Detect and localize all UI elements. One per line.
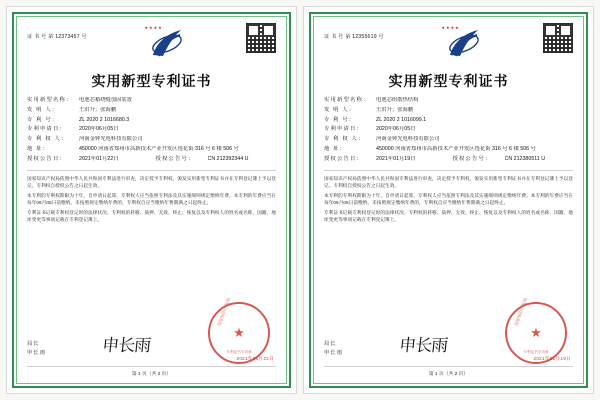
field-row xyxy=(324,97,573,104)
field-row xyxy=(324,136,573,143)
seal-ring-label: 国家知识产权局 xyxy=(216,297,232,327)
legal-paragraph: 本专利的专利权期限为十年，自申请日起算。专利权人应当依照专利法及其实施细则规定缴纳年费。本专利的年费应当在每年06月05日前缴纳。未按照规定缴纳年费的，专利权自应当缴纳年费期满之日起终止。 xyxy=(324,193,573,206)
field-label: 发 明 人： xyxy=(27,106,59,113)
field-label: 专 利 权 人： xyxy=(27,136,68,143)
grant-date-value: 2021年01月22日 xyxy=(79,156,119,163)
certificate-title: 实用新型专利证书 xyxy=(388,75,509,90)
stars-icon: ★★★★ xyxy=(144,25,163,30)
grant-number-value: CN 212392344 U xyxy=(207,156,249,163)
certificate-fields xyxy=(27,97,276,166)
signer-title xyxy=(324,340,343,364)
field-label: 专 利 号： xyxy=(27,116,59,123)
signer-title-line2: 申长雨 xyxy=(27,350,46,356)
section-divider xyxy=(27,170,276,171)
field-value: 450000 河南省郑州市高新技术产业开发区莲花街 316 号 6 楼 506 号 xyxy=(376,145,536,152)
legal-text xyxy=(324,175,573,227)
seal-bottom-text: 专利证书专用章 xyxy=(226,350,252,354)
seal-ring-label: 国家知识产权局 xyxy=(513,297,529,327)
signer-title-line1: 局长 xyxy=(324,341,337,347)
field-value: 2020年06月05日 xyxy=(79,126,119,133)
legal-paragraph: 国家知识产权局依照中华人民共和国专利法进行审查，决定授予专利权，颁发实用新型专利证书并在专利登记簿上予以登记。专利权自授权公告之日起生效。 xyxy=(27,175,276,188)
certificate-left xyxy=(6,6,297,394)
field-row xyxy=(324,117,573,124)
legal-paragraph: 专利证书记载专利权登记时的法律状况。专利权的转移、质押、无效、终止、恢复以及专利权人的姓名或名称、国籍、地址变更等事项记载在专利登记簿上。 xyxy=(324,210,573,223)
field-value: 2020年06月05日 xyxy=(376,126,416,133)
cnipa-logo-icon xyxy=(143,23,189,63)
legal-paragraph: 本专利的专利权期限为十年，自申请日起算。专利权人应当依照专利法及其实施细则规定缴纳年费。本专利的年费应当在每年06月05日前缴纳。未按照规定缴纳年费的，专利权自应当缴纳年费期满之日起终止。 xyxy=(27,193,276,206)
field-value: 王洪升；张海鹏 xyxy=(79,106,117,113)
grant-date-value: 2021年01月19日 xyxy=(376,156,416,163)
seal-star-icon: ★ xyxy=(233,325,245,340)
field-label: 地 址： xyxy=(324,145,347,152)
certificate-right xyxy=(303,6,594,394)
signer-title-line2: 申长雨 xyxy=(324,350,343,356)
field-value: 王洪升；张海鹏 xyxy=(376,106,414,113)
grant-row xyxy=(324,156,573,163)
field-label: 发 明 人： xyxy=(324,106,356,113)
qr-code xyxy=(543,23,573,53)
grant-number-label: 授权公告号： xyxy=(452,156,492,163)
field-label: 实用新型名称： xyxy=(324,97,370,103)
legal-text xyxy=(27,175,276,227)
field-label: 地 址： xyxy=(27,145,50,152)
field-value: 电池芯组散热结构 xyxy=(376,97,419,103)
handwritten-signature: 申长雨 xyxy=(398,336,449,355)
legal-paragraph: 专利证书记载专利权登记时的法律状况。专利权的转移、质押、无效、终止、恢复以及专利权人的姓名或名称、国籍、地址变更等事项记载在专利登记簿上。 xyxy=(27,210,276,223)
legal-paragraph: 国家知识产权局依照中华人民共和国专利法进行审查，决定授予专利权，颁发实用新型专利证书并在专利登记簿上予以登记。专利权自授权公告之日起生效。 xyxy=(324,175,573,188)
field-label: 专 利 号： xyxy=(324,116,356,123)
field-row xyxy=(27,117,276,124)
field-row xyxy=(324,146,573,153)
seal-date: 2021年01月22日 xyxy=(236,356,274,361)
field-label: 专利申请日： xyxy=(324,126,363,133)
field-row xyxy=(27,107,276,114)
field-value: 河南金钟光电科技有限公司 xyxy=(376,136,440,143)
field-value: 河南金钟光电科技有限公司 xyxy=(79,136,143,143)
field-value: ZL 2020 2 1016099.1 xyxy=(376,116,427,123)
page-footer: 第 1 页（共 2 页） xyxy=(27,366,276,377)
field-row xyxy=(27,97,276,104)
official-seal xyxy=(505,297,567,364)
field-value: 电池芯箱绕缝加固装置 xyxy=(79,97,132,103)
cnipa-logo-icon xyxy=(440,23,486,63)
signature-area xyxy=(27,297,276,364)
signature-area xyxy=(324,297,573,364)
grant-date-label: 授权公告日： xyxy=(27,156,66,163)
seal-bottom-text: 专利证书专用章 xyxy=(523,350,549,354)
signer-title xyxy=(27,340,46,364)
field-label: 实用新型名称： xyxy=(27,97,73,103)
certificate-header xyxy=(27,23,276,69)
stars-icon: ★★★★ xyxy=(441,25,460,30)
grant-number-value: CN 212380511 U xyxy=(504,156,546,163)
field-row xyxy=(324,126,573,133)
field-row xyxy=(27,146,276,153)
grant-number-label: 授权公告号： xyxy=(155,156,195,163)
seal-star-icon: ★ xyxy=(530,325,542,340)
grant-row xyxy=(27,156,276,163)
grant-date-label: 授权公告日： xyxy=(324,156,363,163)
official-seal xyxy=(208,297,270,364)
certificate-header xyxy=(324,23,573,69)
handwritten-signature: 申长雨 xyxy=(101,336,152,355)
certificate-number: 证 书 号 第 12373457 号 xyxy=(27,34,87,40)
signer-title-line1: 局长 xyxy=(27,341,40,347)
seal-date: 2021年01月19日 xyxy=(533,356,571,361)
field-value: ZL 2020 2 1016680.3 xyxy=(79,116,130,123)
field-label: 专 利 权 人： xyxy=(324,136,365,143)
field-label: 专利申请日： xyxy=(27,126,66,133)
certificate-title: 实用新型专利证书 xyxy=(91,75,212,90)
certificate-number: 证 书 号 第 12355619 号 xyxy=(324,34,384,40)
field-value: 450000 河南省郑州市高新技术产业开发区莲花街 316 号 6 楼 506 号 xyxy=(79,145,239,152)
certificate-fields xyxy=(324,97,573,166)
qr-code xyxy=(246,23,276,53)
field-row xyxy=(324,107,573,114)
section-divider xyxy=(324,170,573,171)
field-row xyxy=(27,136,276,143)
field-row xyxy=(27,126,276,133)
page-footer: 第 1 页（共 2 页） xyxy=(324,366,573,377)
